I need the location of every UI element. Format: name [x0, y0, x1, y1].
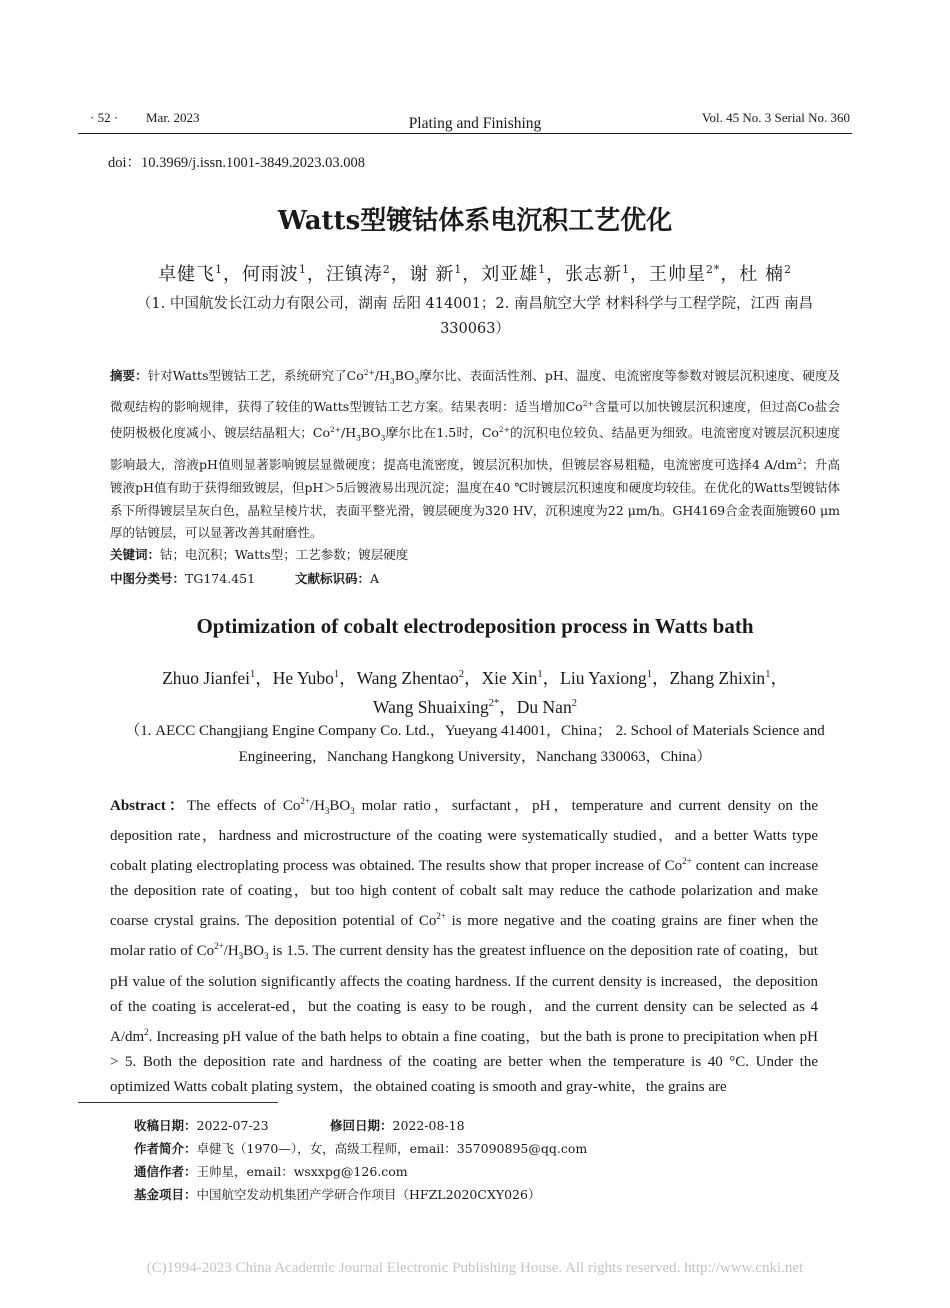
affiliation-marker: 2 [571, 697, 577, 709]
corresponding-author: 王帅星，email：wsxxpg@126.com [196, 1164, 408, 1179]
affiliation-marker: 2 [382, 263, 391, 276]
superscript: 2+ [300, 796, 310, 806]
keywords-label: 关键词： [110, 547, 161, 562]
affiliation-marker: 1 [765, 669, 771, 680]
affiliation-marker: 1 [298, 263, 307, 276]
author-name: 张志新 [565, 264, 623, 285]
footnote-funding [134, 1185, 540, 1203]
affiliation-english: （1. AECC Changjiang Engine Company Co. Ltd.，Yueyang 414001，China； 2. School of Materials Science and Engineering，Nanchang Hangkong University，Nanchang 330063，China） [125, 723, 825, 765]
author-name: Zhuo Jianfei [162, 667, 251, 688]
affiliation-marker: 2 [784, 263, 792, 276]
subscript: 3 [350, 806, 355, 816]
footnote-dates [134, 1116, 465, 1134]
abstract-text: . Increasing pH value of the bath helps to obtain a fine coating，but the bath is prone to precipitation when pH > 5. Both the deposition rate and hardness of the coating are better when the temperature is 40 °C. Under the optimized Watts cobalt plating system，the obtained coating is smooth and gray-white，the grains are [110, 1028, 818, 1095]
subscript: 3 [238, 951, 244, 962]
revised-date: 2022-08-18 [392, 1118, 465, 1133]
abstract-text: /H [309, 798, 325, 814]
abstract-text: 针对Watts型镀钴工艺，系统研究了Co [147, 368, 364, 384]
abstract-text: BO [329, 798, 351, 814]
superscript: 2+ [682, 856, 692, 867]
author-name: Wang Zhentao [356, 667, 459, 688]
affiliation-marker: 2* [706, 263, 721, 276]
abstract-text: /H [223, 943, 239, 960]
issue-date: Mar. 2023 [146, 110, 200, 125]
clc-label: 中图分类号： [110, 571, 186, 586]
classification-row [110, 569, 379, 587]
author-name: 汪镇涛 [325, 264, 383, 285]
revised-block [330, 1116, 465, 1134]
abstract-text: molar ratio，surfactant，pH，temperature and current density on the deposition rate，hardness and microstructure of the coating were systematically studied，and a better Watts type cobalt plating electroplating process was obtained. The results show that proper increase of Co [110, 798, 818, 875]
author-name: Liu Yaxiong [560, 667, 647, 688]
superscript: 2+ [363, 368, 375, 377]
header-rule [78, 133, 852, 134]
keywords-chinese [110, 545, 408, 563]
subscript: 3 [389, 376, 395, 386]
clc-code: TG174.451 [185, 571, 256, 586]
affiliation-marker: 1 [333, 669, 340, 680]
corresponding-label: 通信作者： [134, 1164, 197, 1179]
subscript: 3 [264, 951, 269, 962]
abstract-text: content can increase the deposition rate of coating，but too high content of cobalt salt may reduce the cathode polarization and make coarse crystal grains. The deposition potential of Co [110, 858, 818, 930]
author-name: Wang Shuaixing [373, 696, 489, 717]
funding-text: 中国航空发动机集团产学研合作项目（HFZL2020CXY026） [196, 1187, 541, 1202]
subscript: 3 [324, 806, 330, 816]
affiliation-marker: 2 [458, 669, 464, 680]
superscript: 2+ [582, 399, 594, 409]
page-number: · 52 · [90, 110, 119, 125]
abstract-label: Abstract： [110, 798, 187, 814]
abstract-text: The effects of Co [186, 798, 301, 814]
keywords-text: 钴；电沉积；Watts型；工艺参数；镀层硬度 [160, 547, 409, 562]
abstract-text: 摩尔比在1.5时，Co [385, 425, 499, 441]
abstract-text: 的沉积电位较负、结晶更为细致。电流密度对镀层沉积速度影响最大，溶液pH值则显著影响镀层显微硬度；提高电流密度，镀层沉积加快，但镀层容易粗糙，电流密度可选择4 A/dm [110, 425, 840, 473]
abstract-text: 含量可以加快镀层沉积速度，但过高Co盐会使阴极极化度减小、镀层结晶粗大；Co [110, 399, 840, 441]
affiliation-marker: 1 [250, 669, 256, 680]
superscript: 2+ [329, 425, 342, 435]
abstract-text: /H [374, 368, 390, 384]
subscript: 3 [356, 434, 361, 444]
affiliation-marker: 1 [454, 263, 463, 276]
doi[interactable]: doi：10.3969/j.issn.1001-3849.2023.03.008 [108, 155, 365, 171]
abstract-text: is 1.5. The current density has the greatest influence on the deposition rate of coating，but pH value of the solution significantly affects the coating hardness. If the current density is increased，the deposition of the coating is accelerat-ed，but the coating is easy to be rough，and the current density can be selected as 4 A/dm [110, 943, 818, 1045]
volume-info: Vol. 45 No. 3 Serial No. 360 [701, 110, 850, 125]
author-name: Xie Xin [481, 667, 538, 688]
affiliation-marker: 1 [537, 669, 543, 680]
subscript: 3 [414, 376, 420, 386]
author-bio: 卓健飞（1970—），女，高级工程师，email：357090895@qq.com [196, 1141, 588, 1156]
revised-label: 修回日期： [330, 1118, 393, 1133]
footnote-corresponding [134, 1162, 408, 1180]
abstract-english [110, 789, 818, 1100]
affiliation-marker: 1 [646, 669, 652, 680]
title-english: Optimization of cobalt electrodeposition process in Watts bath [196, 614, 754, 638]
superscript: 2 [144, 1026, 149, 1037]
superscript: 2+ [436, 911, 446, 922]
authors-chinese: 卓健飞$^1$，何雨波$^1$，汪镇涛$^2$，谢 新$^1$，刘亚雄$^1$，张志新$^1$，王帅星$^{2*}$，杜 楠$^2$ [158, 263, 792, 285]
abstract-text: BO [394, 368, 415, 384]
abstract-text: BO [243, 943, 264, 960]
abstract-text: ；升高镀液pH值有助于获得细致镀层，但pH＞5后镀液易出现沉淀；温度在40 ℃时镀层沉积速度和硬度均较佳。在优化的Watts型镀钴体系下所得镀层呈灰白色，晶粒呈棱片状，表面平整光滑，镀层硬度为320 HV，沉积速度为22 μm/h。GH4169合金表面施镀60 μm厚的钴镀层，可以显著改善其耐磨性。 [110, 457, 840, 541]
superscript: 2 [797, 456, 803, 466]
authors-english: Zhuo Jianfei$^1$，He Yubo$^1$，Wang Zhentao$^2$，Xie Xin$^1$，Liu Yaxiong$^1$，Zhang Zhixin$^1$， Wang Shuaixing$^{2*}$，Du Nan$^2$ [162, 667, 788, 717]
journal-name: Plating and Finishing [408, 115, 542, 132]
abstract-text: is more negative and the coating grains are finer when the molar ratio of Co [110, 913, 818, 960]
author-bio-label: 作者简介： [134, 1141, 197, 1156]
abstract-text: BO [360, 425, 381, 441]
author-name: 谢 新 [409, 264, 455, 285]
doc-code-label: 文献标识码： [295, 571, 371, 586]
author-name: 王帅星 [649, 264, 707, 285]
copyright-watermark: (C)1994-2023 China Academic Journal Electronic Publishing House. All rights reserved. http://www.cnki.net [146, 1260, 804, 1276]
affiliation-marker: 2* [488, 697, 500, 709]
funding-label: 基金项目： [134, 1187, 197, 1202]
affiliation-chinese: （1. 中国航发长江动力有限公司，湖南 岳阳 414001；2. 南昌航空大学 材料科学与工程学院，江西 南昌 330063） [136, 296, 814, 337]
superscript: 2+ [498, 425, 510, 435]
author-name: Du Nan [516, 696, 572, 717]
title-chinese: Watts型镀钴体系电沉积工艺优化 [277, 206, 673, 236]
abstract-text: /H [341, 425, 357, 441]
superscript: 2+ [214, 941, 224, 952]
abstract-text: 摩尔比、表面活性剂、pH、温度、电流密度等参数对镀层沉积速度、硬度及微观结构的影响规律，获得了较佳的Watts型镀钴工艺方案。结果表明：适当增加Co [110, 368, 840, 415]
author-name: 杜 楠 [739, 264, 785, 285]
author-name: He Yubo [272, 667, 334, 688]
footnote-rule [78, 1102, 278, 1103]
affiliation-marker: 1 [538, 263, 547, 276]
received-label: 收稿日期： [134, 1118, 197, 1133]
received-date: 2022-07-23 [196, 1118, 269, 1133]
footnote-author [134, 1139, 587, 1157]
affiliation-marker: 1 [215, 263, 223, 276]
author-name: 何雨波 [241, 264, 299, 285]
author-name: 卓健飞 [158, 264, 216, 285]
abstract-label: 摘要： [110, 368, 148, 384]
doc-code: A [370, 571, 380, 586]
author-name: Zhang Zhixin [669, 667, 766, 688]
abstract-chinese [110, 362, 840, 545]
subscript: 3 [380, 434, 386, 444]
affiliation-marker: 1 [622, 263, 631, 276]
author-name: 刘亚雄 [481, 264, 539, 285]
